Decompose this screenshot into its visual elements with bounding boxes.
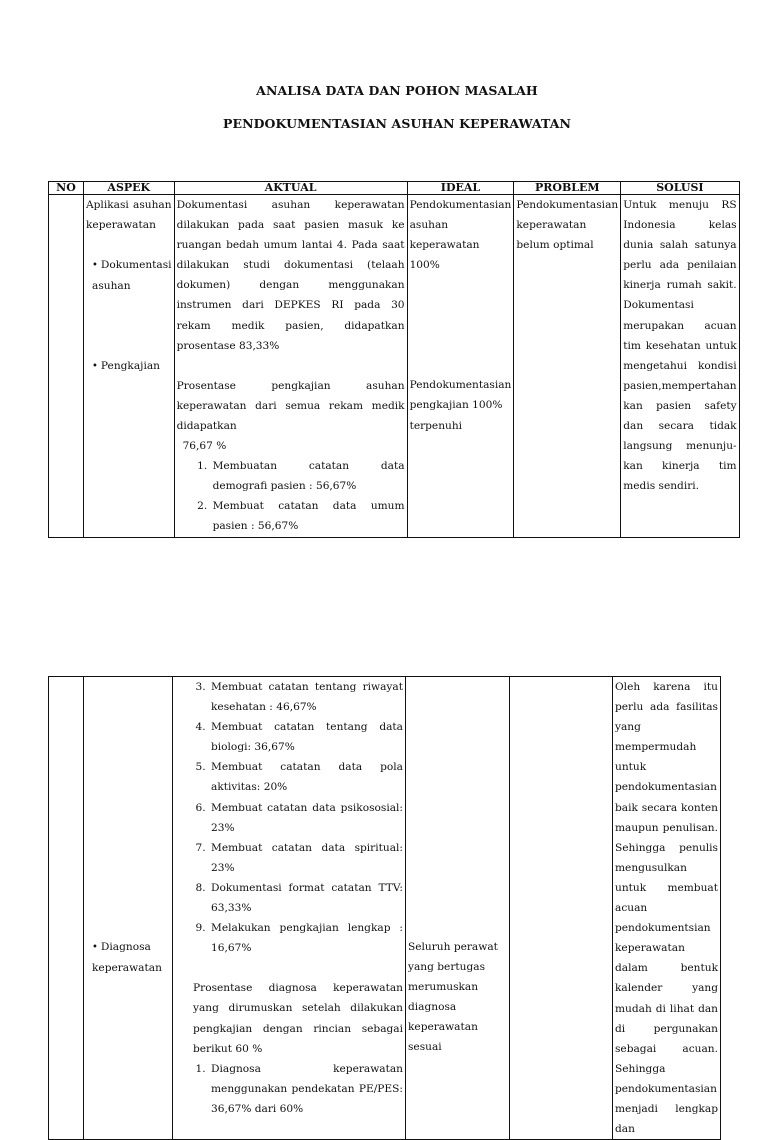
diagnosa-list (175, 1059, 403, 1119)
cell-solusi (613, 677, 721, 1140)
cell-aktual (174, 195, 407, 538)
page-title: ANALISA DATA DAN POHON MASALAH (256, 83, 538, 98)
cell-solusi (621, 195, 739, 538)
cell-problem (510, 677, 613, 1140)
cell-ideal (406, 677, 510, 1140)
list-item: 5. Membuat catatan data pola aktivitas: 20% (209, 757, 403, 797)
table-header-row (49, 182, 740, 195)
aktual-diagnosa: Prosentase diagnosa keperawatan yang dirumuskan setelah dilakukan pengkajian dengan rincian sebagai berikut 60 % (193, 982, 403, 1055)
pengkajian-list-continued (175, 677, 403, 958)
ideal-diagnosa: Seluruh perawat yang bertugas merumuskan diagnosa keperawatan sesuai (408, 941, 498, 1054)
cell-aspek (84, 195, 175, 538)
aspek-main: Aplikasi asuhan keperawatan (86, 199, 172, 232)
list-item: 9. Melakukan pengkajian lengkap : 16,67% (209, 918, 403, 958)
header-aktual: AKTUAL (174, 182, 407, 195)
header-ideal: IDEAL (407, 182, 514, 195)
cell-aktual (173, 677, 406, 1140)
analysis-table-1 (48, 181, 740, 538)
header-aspek: ASPEK (84, 182, 175, 195)
cell-ideal (407, 195, 514, 538)
list-item: 2. Membuat catatan data umum pasien : 56,67% (211, 496, 405, 536)
pengkajian-list (177, 456, 405, 536)
cell-no (49, 195, 84, 538)
header-problem: PROBLEM (514, 182, 621, 195)
aspek-item-diagnosa: • Diagnosa keperawatan (92, 941, 162, 975)
solusi-text: Untuk menuju RS Indonesia kelas dunia salah satunya perlu ada penilaian kinerja rumah sakit. Dokumentasi merupakan acuan tim kesehatan untuk mengetahui kondisi pasien,mempertahan kan pasien safety dan secara tidak langsung menunju-kan kinerja tim medis sendiri. (623, 199, 737, 493)
table-row (49, 677, 721, 1140)
problem-text: Pendokumentasian keperawatan belum optimal (516, 199, 619, 252)
aktual-pengkajian-value: 76,67 % (182, 440, 227, 453)
aspek-item-dokumentasi: • Dokumentasi asuhan (92, 259, 172, 293)
list-item: 8. Dokumentasi format catatan TTV: 63,33% (209, 878, 403, 918)
cell-aspek (84, 677, 173, 1140)
aspek-item-pengkajian: • Pengkajian (92, 360, 160, 373)
ideal-pengkajian: Pendokumentasian pengkajian 100% terpenuhi (409, 379, 512, 432)
ideal-dokumentasi: Pendokumentasian asuhan keperawatan 100% (409, 199, 512, 272)
list-item: 7. Membuat catatan data spiritual: 23% (209, 838, 403, 878)
list-item: 3. Membuat catatan tentang riwayat kesehatan : 46,67% (209, 677, 403, 717)
cell-no (49, 677, 84, 1140)
cell-problem (514, 195, 621, 538)
header-no: NO (49, 182, 84, 195)
aktual-pengkajian: Prosentase pengkajian asuhan keperawatan dari semua rekam medik didapatkan (176, 379, 405, 432)
list-item: 4. Membuat catatan tentang data biologi: 36,67% (209, 717, 403, 757)
analysis-table-2 (48, 676, 721, 1140)
aktual-dokumentasi: Dokumentasi asuhan keperawatan dilakukan pada saat pasien masuk ke ruangan bedah umum lantai 4. Pada saat dilakukan studi dokumentasi (telaah dokumen) dengan menggunakan instrumen dari DEPKES RI pada 30 rekam medik pasien, didapatkan prosentase 83,33% (176, 199, 405, 352)
list-item: 1. Diagnosa keperawatan menggunakan pendekatan PE/PES: 36,67% dari 60% (209, 1059, 403, 1119)
page-subtitle: PENDOKUMENTASIAN ASUHAN KEPERAWATAN (222, 116, 572, 131)
table-row (49, 195, 740, 538)
list-item: 1. Membuatan catatan data demografi pasien : 56,67% (211, 456, 405, 496)
list-item: 6. Membuat catatan data psikososial: 23% (209, 798, 403, 838)
header-solusi: SOLUSI (621, 182, 739, 195)
solusi-text: Oleh karena itu perlu ada fasilitas yang mempermudah untuk pendokumentasian baik secara konten maupun penulisan. Sehingga penulis mengusulkan untuk membuat acuan pendokumentsian keperawatan dalam bentuk kalender yang mudah di lihat dan di pergunakan sebagai acuan. Sehingga pendokumentasian menjadi lengkap dan (615, 681, 718, 1136)
